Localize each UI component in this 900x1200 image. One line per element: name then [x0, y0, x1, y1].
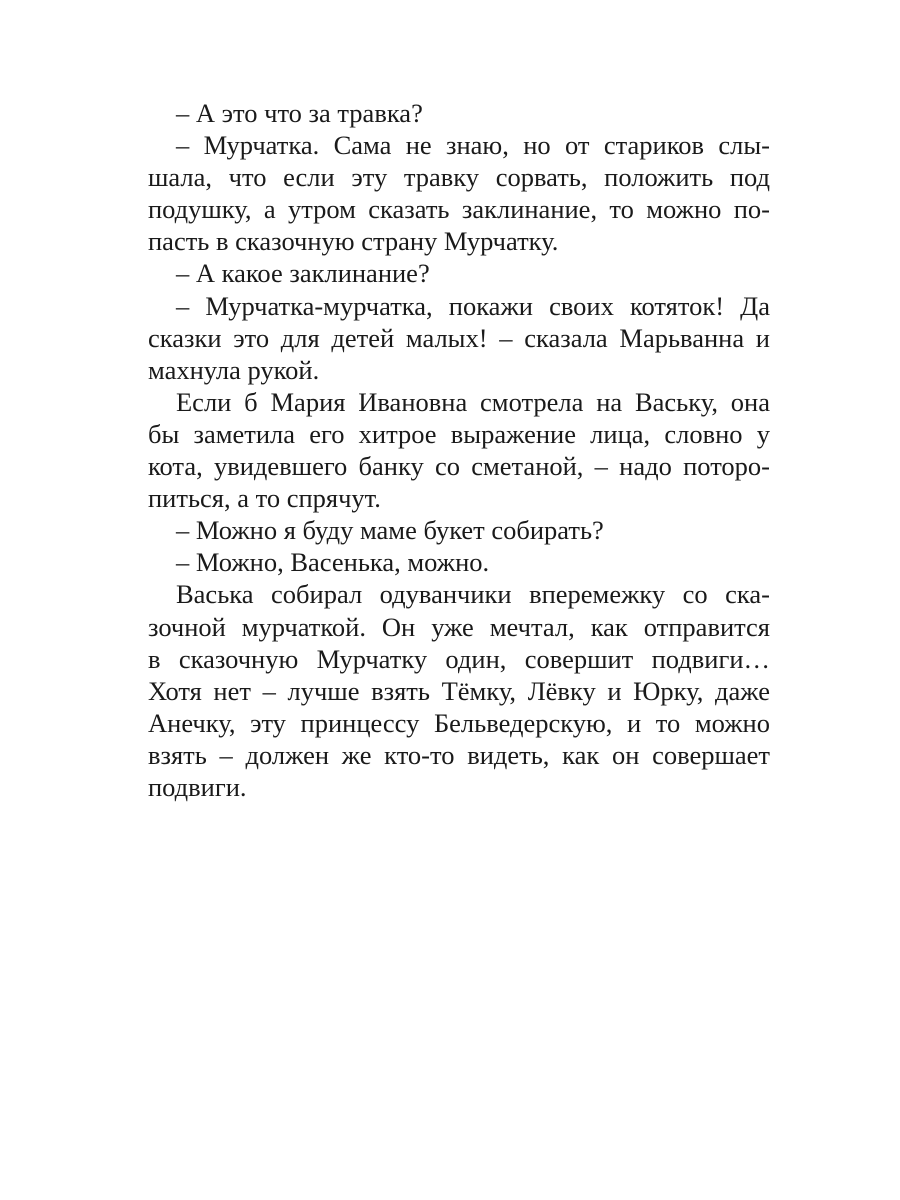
text-line: – Можно я буду маме букет собирать?: [176, 515, 604, 546]
text-line: шала, что если эту травку сорвать, положить под: [148, 162, 770, 193]
text-line: в сказочную Мурчатку один, совершит подвиги…: [148, 643, 770, 674]
text-line: сказки это для детей малых! – сказала Марьванна и: [148, 322, 770, 353]
text-line: – Мурчатка. Сама не знаю, но от стариков слы-: [176, 130, 770, 161]
text-line: махнула рукой.: [148, 354, 320, 385]
text-line: подвиги.: [148, 771, 247, 802]
text-line: зочной мурчаткой. Он уже мечтал, как отправится: [148, 611, 770, 642]
text-line: – Мурчатка-мурчатка, покажи своих котяток! Да: [176, 290, 770, 321]
text-line: Хотя нет – лучше взять Тёмку, Лёвку и Юрку, даже: [148, 675, 770, 706]
text-line: питься, а то спрячут.: [148, 483, 381, 514]
text-line: кота, увидевшего банку со сметаной, – надо поторо-: [148, 451, 770, 482]
text-line: подушку, а утром сказать заклинание, то можно по-: [148, 194, 770, 225]
text-line: бы заметила его хитрое выражение лица, словно у: [148, 418, 770, 449]
text-line: взять – должен же кто-то видеть, как он совершает: [148, 739, 770, 770]
text-line: – Можно, Васенька, можно.: [176, 547, 490, 578]
text-line: Если б Мария Ивановна смотрела на Ваську, она: [176, 386, 770, 417]
page-text: [148, 97, 770, 803]
text-line: Анечку, эту принцессу Бельведерскую, и то можно: [148, 707, 770, 738]
text-line: – А какое заклинание?: [176, 258, 430, 289]
text-line: – А это что за травка?: [176, 98, 423, 128]
text-line: Васька собирал одуванчики вперемежку со ска-: [176, 579, 770, 610]
text-line: пасть в сказочную страну Мурчатку.: [148, 226, 559, 257]
